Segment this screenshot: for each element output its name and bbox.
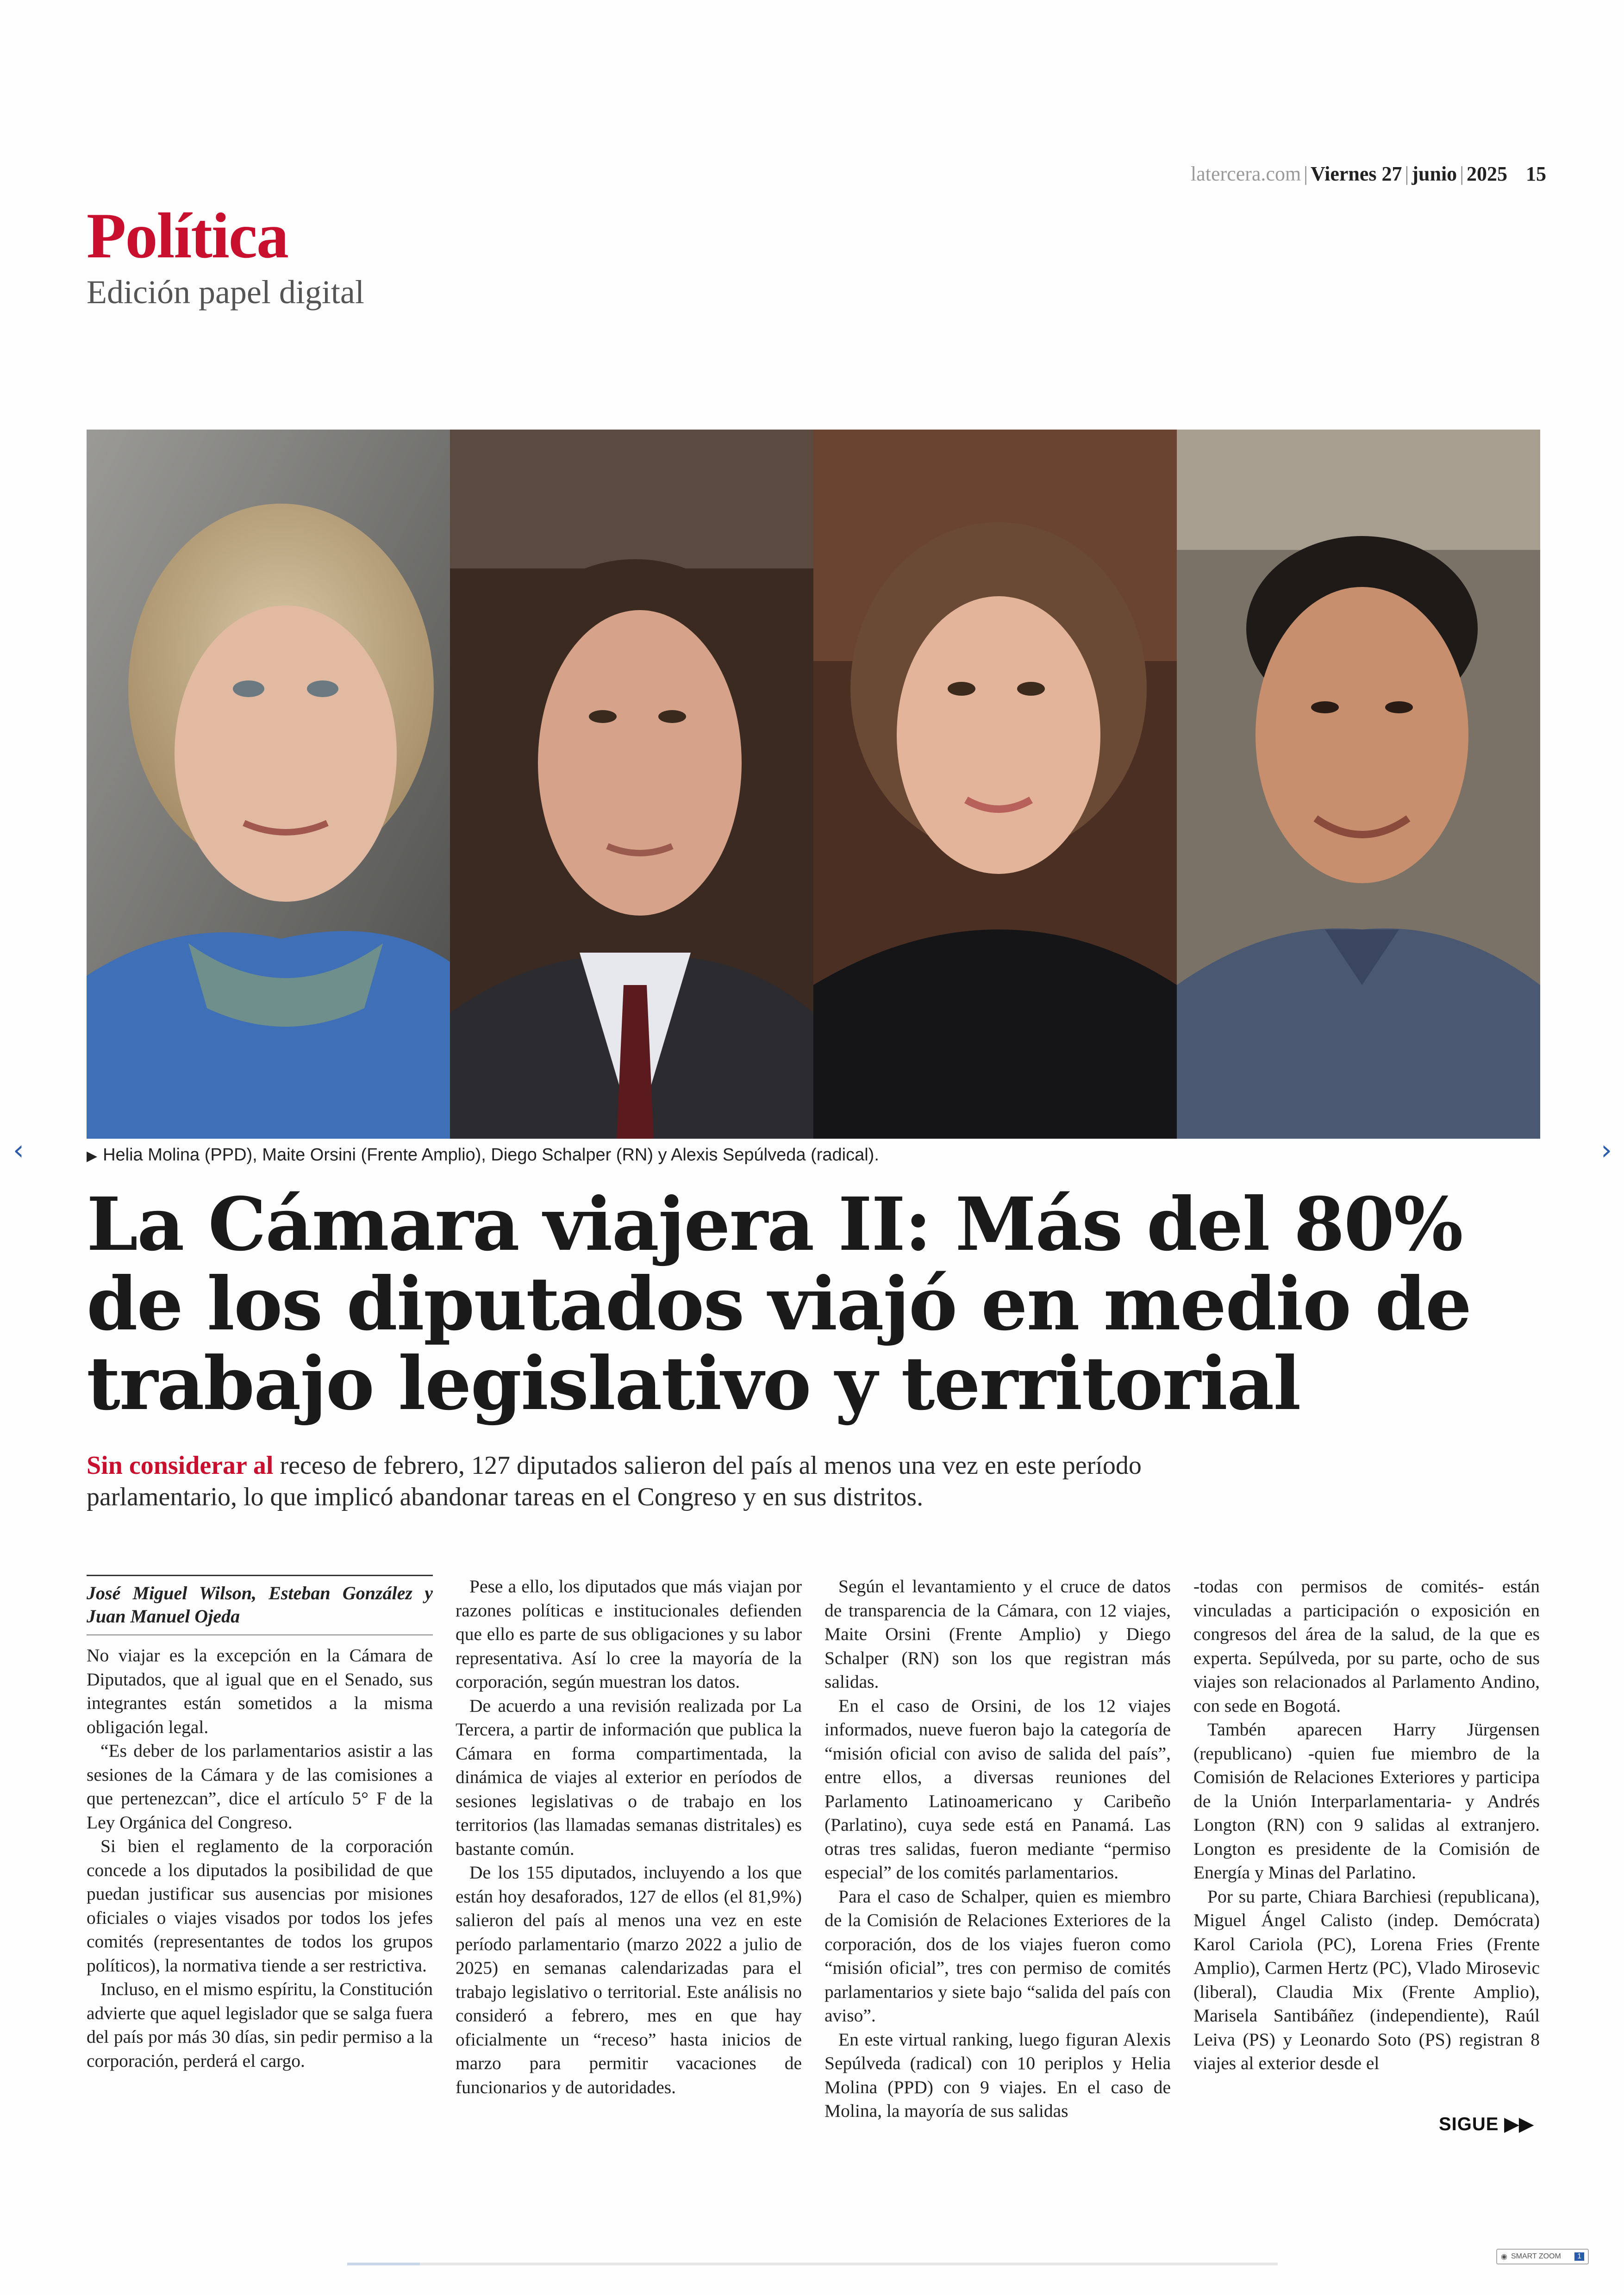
paragraph: En el caso de Orsini, de los 12 viajes informados, nueve fueron bajo la categoría de “misión oficial con aviso de salida del país”, entre ellos, a diversas reuniones del Parlamento Latinoamericano y Caribeño (Parlatino), cuya sede está en Panamá. Las otras tres salidas, fueron mediante “permiso especial” de los comités parlamentarios. [824,1695,1171,1883]
paragraph: Según el levantamiento y el cruce de datos de transparencia de la Cámara, con 12 viajes, Maite Orsini (Frente Amplio) y Diego Schalper (RN) son los que registran más salidas. [824,1576,1171,1692]
header-month: junio [1412,162,1457,185]
portrait-photo-1 [87,430,450,1139]
headline-line-2: de los diputados viajó en medio de [87,1261,1471,1347]
byline: José Miguel Wilson, Esteban González y Juan Manuel Ojeda [87,1575,433,1635]
photo-caption [87,1145,879,1165]
paragraph: “Es deber de los parlamentarios asistir a las sesiones de la Cámara y de las comisiones a que pertenezcan”, dice el artículo 5° F de la Ley Orgánica del Congreso. [87,1740,433,1833]
header-day: Viernes 27 [1310,162,1402,185]
paragraph: Para el caso de Schalper, quien es miembro de la Comisión de Relaciones Exteriores de la corporación, dos de los viajes fueron como “misión oficial”, tres con permiso de comités parlamentarios y siete bajo “salida del país con aviso”. [824,1886,1171,2026]
eye-icon: ◉ [1501,2253,1507,2261]
paragraph: Si bien el reglamento de la corporación concede a los diputados la posibilidad de que puedan justificar sus ausencias por misiones oficiales o viajes visados por todos los jefes comités (representantes de todos los grupos políticos), la normativa tiende a ser restrictiva. [87,1836,433,1976]
article-headline [87,1182,1475,1427]
smart-zoom-button[interactable] [1496,2249,1589,2264]
paragraph: En este virtual ranking, luego figuran Alexis Sepúlveda (radical) con 10 periplos y Helia Molina (PPD) con 9 viajes. En el caso de Molina, la mayoría de sus salidas [824,2029,1171,2121]
caption-text: Helia Molina (PPD), Maite Orsini (Frente Amplio), Diego Schalper (RN) y Alexis Sepúlveda (radical). [103,1145,879,1165]
section-title: Política [87,200,288,272]
section-subtitle: Edición papel digital [87,274,364,311]
portrait-photo-2 [450,430,813,1139]
headline-line-1: La Cámara viajera II: Más del 80% [87,1182,1462,1267]
caption-arrow-icon: ▶ [87,1148,98,1164]
portrait-photo-3 [813,430,1177,1139]
page-number: 15 [1526,162,1546,185]
reader-progress-bar[interactable] [347,2263,1278,2265]
smart-zoom-page: 1 [1574,2252,1584,2261]
article-column-3 [824,1575,1171,2123]
site-name[interactable]: latercera.com [1191,162,1301,185]
article-column-1 [87,1575,433,2073]
next-page-arrow-icon[interactable]: › [1601,1134,1612,1166]
photo-strip [87,430,1540,1139]
paragraph: Por su parte, Chiara Barchiesi (republicana), Miguel Ángel Calisto (indep. Demócrata) Karol Cariola (PC), Lorena Fries (Frente Amplio), Carmen Hertz (PC), Vlado Mirosevic (liberal), Claudia Mix (Frente Amplio), Marisela Santibáñez (independiente), Raúl Leiva (PS) y Leonardo Soto (PS) registran 8 viajes al exterior desde el [1193,1886,1540,2073]
continue-marker[interactable]: SIGUE ▶▶ [1439,2114,1534,2134]
smart-zoom-label: SMART ZOOM [1511,2252,1561,2260]
page-header: latercera.com | Viernes 27 | junio | 2025 15 [1191,162,1546,185]
paragraph: Pese a ello, los diputados que más viajan por razones políticas e institucionales defienden que ello es parte de sus obligaciones y su labor representativa. Así lo cree la mayoría de la corporación, según muestran los datos. [456,1576,802,1692]
paragraph: No viajar es la excepción en la Cámara de Diputados, que al igual que en el Senado, sus integrantes están sometidos a la misma obligación legal. [87,1645,433,1737]
lead-highlight: Sin considerar al [87,1451,274,1480]
article-column-2 [456,1575,802,2099]
article-lead [87,1450,1290,1513]
paragraph: Tambén aparecen Harry Jürgensen (republicano) -quien fue miembro de la Comisión de Relaciones Exteriores y participa de la Unión Interparlamentaria- y Andrés Longton (RN) con 9 salidas al extranjero. Longton es presidente de la Comisión de Energía y Minas del Parlatino. [1193,1719,1540,1883]
paragraph: -todas con permisos de comités- están vinculadas a participación o exposición en congresos del área de la salud, de la que es experta. Sepúlveda, por su parte, ocho de sus viajes son relacionados al Parlamento Andino, con sede en Bogotá. [1193,1576,1540,1716]
paragraph: De los 155 diputados, incluyendo a los que están hoy desaforados, 127 de ellos (el 81,9%) salieron del país al menos una vez en este período parlamentario (marzo 2022 a julio de 2025) en semanas calendarizadas para el trabajo legislativo o territorial. Este análisis no consideró a febrero, mes en que hay oficialmente un “receso” hasta inicios de marzo para permitir vacaciones de funcionarios y de autoridades. [456,1862,802,2097]
article-column-4 [1193,1575,1540,2076]
paragraph: Incluso, en el mismo espíritu, la Constitución advierte que aquel legislador que se salga fuera del país por más 30 días, sin pedir permiso a la corporación, perderá el cargo. [87,1979,433,2071]
previous-page-arrow-icon[interactable]: ‹ [13,1134,24,1166]
headline-line-3: trabajo legislativo y territorial [87,1341,1300,1427]
paragraph: De acuerdo a una revisión realizada por La Tercera, a partir de información que publica la Cámara en forma compartimentada, la dinámica de viajes al exterior en períodos de sesiones legislativas o de trabajo en los territorios (las llamadas semanas distritales) es bastante común. [456,1695,802,1859]
lead-text: receso de febrero, 127 diputados salieron del país al menos una vez en este período parlamentario, lo que implicó abandonar tareas en el Congreso y en sus distritos. [87,1451,1142,1511]
header-year: 2025 [1467,162,1507,185]
portrait-photo-4 [1177,430,1540,1139]
reader-progress-fill [347,2263,420,2265]
